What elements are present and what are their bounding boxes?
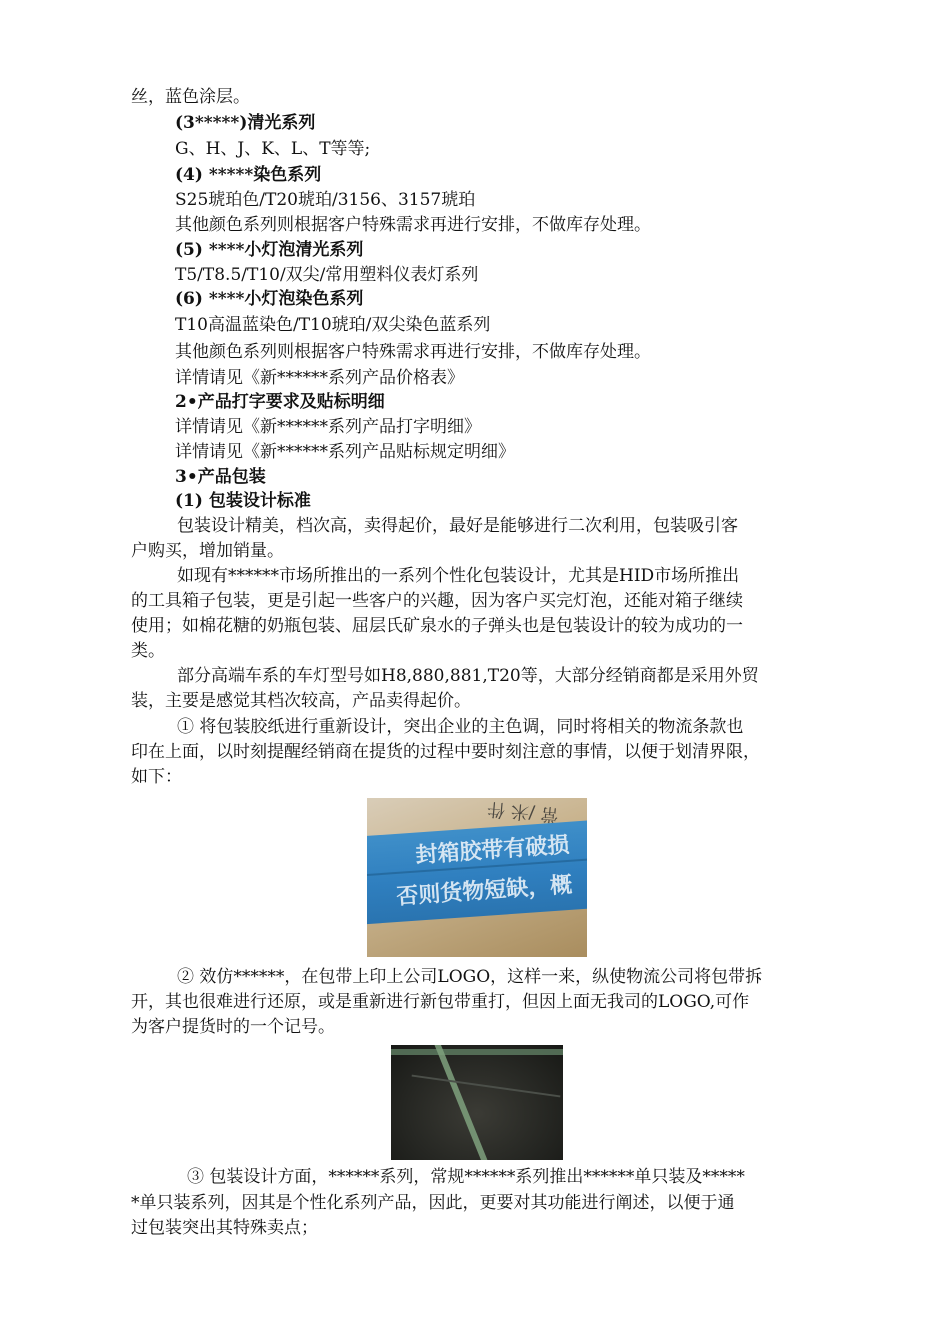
text-line: 丝，蓝色涂层。 bbox=[131, 87, 250, 107]
text-line: G、H、J、K、L、T等等; bbox=[175, 139, 371, 159]
section-heading: (3*****)清光系列 bbox=[175, 113, 316, 133]
section-heading: (4) *****染色系列 bbox=[175, 165, 322, 185]
paragraph-line: 如现有******市场所推出的一系列个性化包装设计，尤其是HID市场所推出 bbox=[177, 566, 740, 586]
paragraph-line: 过包装突出其特殊卖点； bbox=[131, 1218, 318, 1238]
section-heading: 2•产品打字要求及贴标明细 bbox=[175, 392, 385, 412]
cardboard-print: 常 /米 件 bbox=[486, 798, 560, 826]
text-line: T5/T8.5/T10/双尖/常用塑料仪表灯系列 bbox=[175, 265, 479, 285]
paragraph-line: *单只装系列，因其是个性化系列产品，因此，更要对其功能进行阐述，以便于通 bbox=[131, 1193, 735, 1213]
section-heading: (6) ****小灯泡染色系列 bbox=[175, 289, 364, 309]
paragraph-line: 开，其也很难进行还原，或是重新进行新包带重打，但因上面无我司的LOGO,可作 bbox=[131, 992, 750, 1012]
tape-text: 封箱胶带有破损 bbox=[414, 832, 571, 869]
packaging-tape-photo bbox=[367, 798, 587, 957]
paragraph-line: 户购买，增加销量。 bbox=[131, 541, 284, 561]
paragraph-line: 如下： bbox=[131, 767, 182, 787]
text-line: 详情请见《新******系列产品价格表》 bbox=[175, 368, 464, 388]
paragraph-line: ③ 包装设计方面，******系列，常规******系列推出******单只装及***** bbox=[187, 1167, 745, 1187]
paragraph-line: 为客户提货时的一个记号。 bbox=[131, 1017, 335, 1037]
section-heading: (1) 包装设计标准 bbox=[175, 491, 311, 511]
blue-tape bbox=[367, 819, 587, 924]
text-line: 详情请见《新******系列产品贴标规定明细》 bbox=[175, 442, 515, 462]
tape-text: 否则货物短缺，概 bbox=[395, 872, 574, 910]
packaging-strap-photo bbox=[391, 1045, 563, 1160]
paragraph-line: 的工具箱子包装，更是引起一些客户的兴趣，因为客户买完灯泡，还能对箱子继续 bbox=[131, 591, 743, 611]
paragraph-line: ① 将包装胶纸进行重新设计，突出企业的主色调，同时将相关的物流条款也 bbox=[177, 717, 744, 737]
text-line: S25琥珀色/T20琥珀/3156、3157琥珀 bbox=[175, 190, 476, 210]
paragraph-line: 装，主要是感觉其档次较高，产品卖得起价。 bbox=[131, 691, 471, 711]
text-line: 其他颜色系列则根据客户特殊需求再进行安排，不做库存处理。 bbox=[175, 342, 651, 362]
paragraph-line: 包装设计精美，档次高，卖得起价，最好是能够进行二次利用，包装吸引客 bbox=[177, 516, 738, 536]
paragraph-line: 类。 bbox=[131, 641, 165, 661]
paragraph-line: ② 效仿******，在包带上印上公司LOGO，这样一来，纵使物流公司将包带拆 bbox=[177, 967, 763, 987]
paragraph-line: 部分高端车系的车灯型号如H8,880,881,T20等，大部分经销商都是采用外贸 bbox=[177, 666, 759, 686]
text-line: 其他颜色系列则根据客户特殊需求再进行安排，不做库存处理。 bbox=[175, 215, 651, 235]
text-line: 详情请见《新******系列产品打字明细》 bbox=[175, 417, 481, 437]
section-heading: (5) ****小灯泡清光系列 bbox=[175, 240, 364, 260]
text-line: T10高温蓝染色/T10琥珀/双尖染色蓝系列 bbox=[175, 315, 491, 335]
section-heading: 3•产品包装 bbox=[175, 467, 266, 487]
paragraph-line: 使用；如棉花糖的奶瓶包装、屈层氏矿泉水的子弹头也是包装设计的较为成功的一 bbox=[131, 616, 743, 636]
paragraph-line: 印在上面，以时刻提醒经销商在提货的过程中要时刻注意的事情，以便于划清界限， bbox=[131, 742, 760, 762]
